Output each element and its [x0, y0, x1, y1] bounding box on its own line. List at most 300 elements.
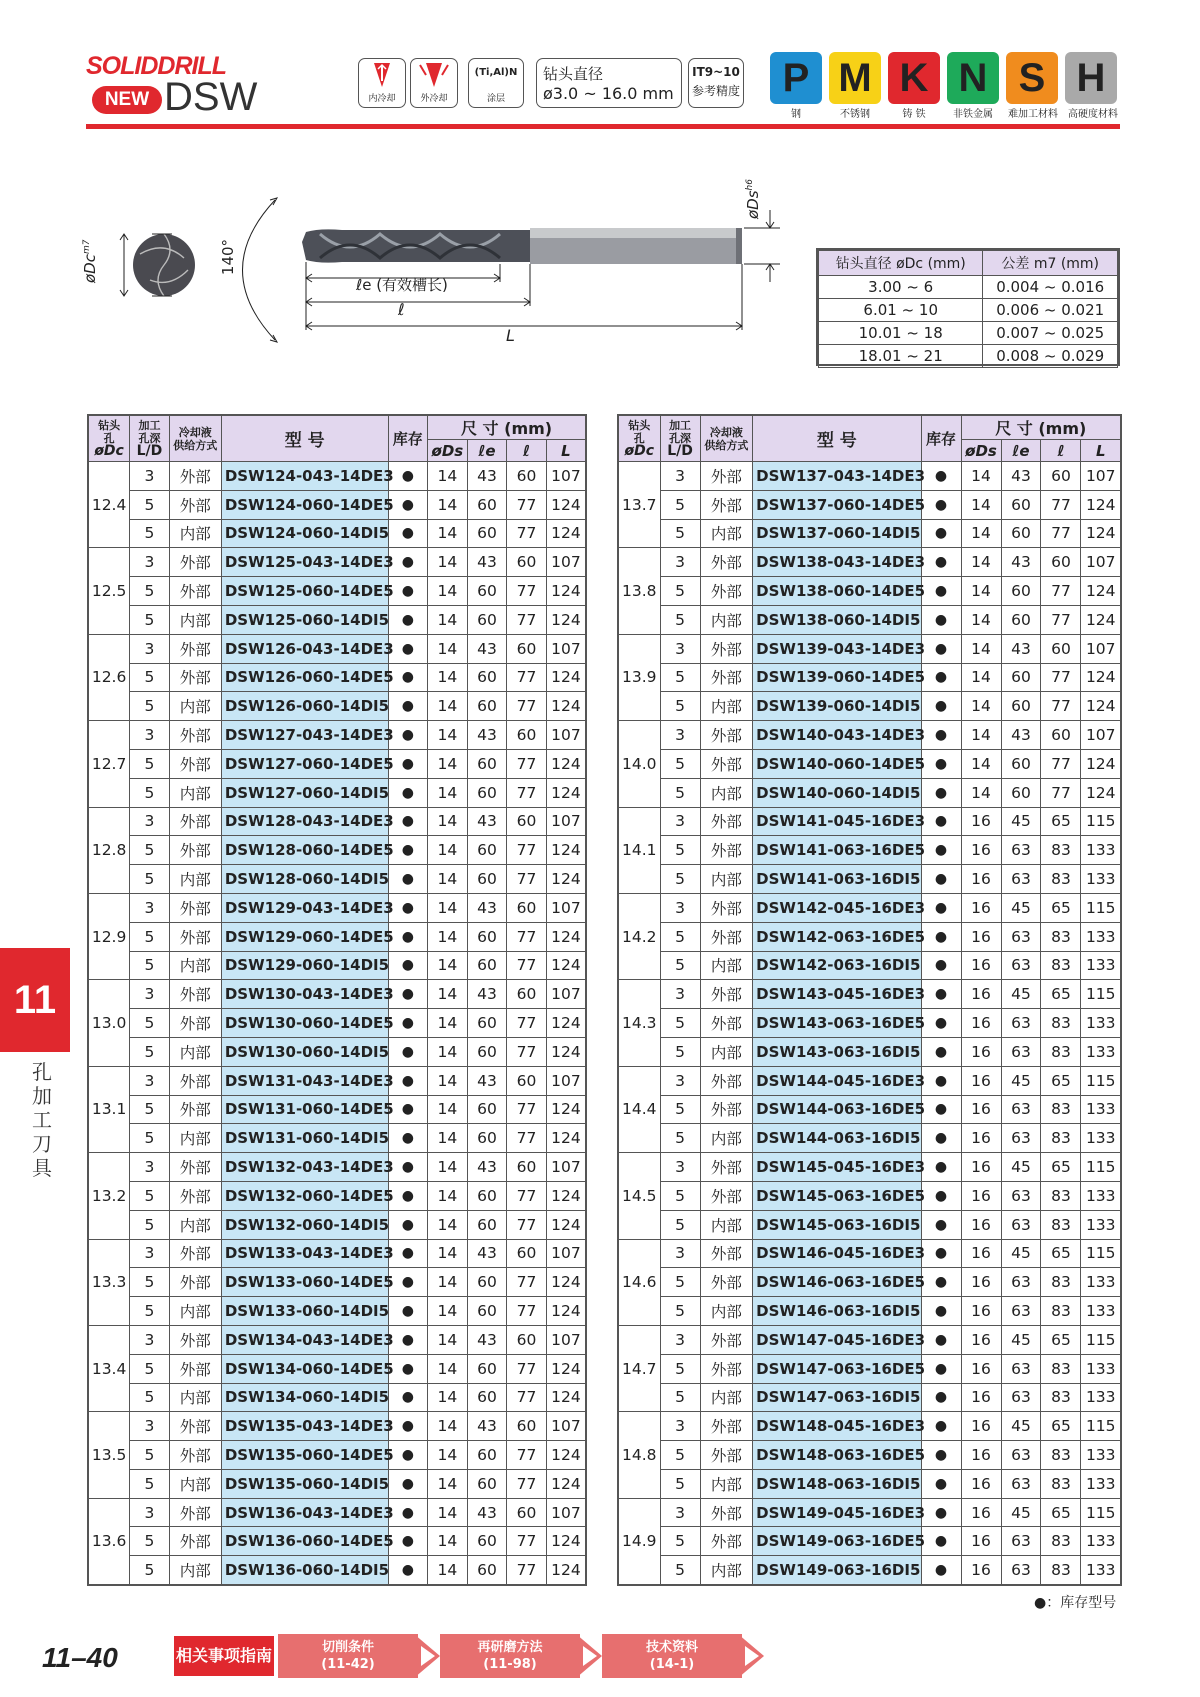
coolant-cell: 外部: [169, 663, 221, 692]
overall-length-cell: 124: [546, 951, 586, 980]
drill-diameter-cell: 13.5: [88, 1412, 130, 1498]
le-cell: 63: [1001, 1124, 1041, 1153]
overall-length-cell: 133: [1081, 1037, 1121, 1066]
ds-cell: 14: [428, 1383, 468, 1412]
ds-cell: 14: [961, 490, 1001, 519]
ds-cell: 14: [428, 807, 468, 836]
ld-cell: 3: [660, 1066, 700, 1095]
coating-label: 涂层: [486, 94, 505, 104]
model-cell: DSW124-060-14DI5: [221, 519, 388, 548]
le-cell: 60: [467, 1124, 507, 1153]
coolant-cell: 外部: [169, 1095, 221, 1124]
header-dc: [88, 415, 130, 462]
table-row: [618, 1469, 1121, 1498]
table-row: [618, 1124, 1121, 1153]
le-cell: 63: [1001, 1009, 1041, 1038]
table-row: [88, 605, 586, 634]
material-s-label: 难加工材料: [1008, 109, 1058, 120]
coolant-cell: 外部: [169, 548, 221, 577]
overall-length-cell: 124: [546, 605, 586, 634]
overall-length-cell: 124: [546, 1441, 586, 1470]
ld-cell: 5: [660, 1095, 700, 1124]
table-row: [618, 1441, 1121, 1470]
tolerance-header-m7: 公差 m7 (mm): [983, 251, 1118, 276]
l-cell: 65: [1041, 1066, 1081, 1095]
le-cell: 45: [1001, 807, 1041, 836]
coolant-cell: 外部: [700, 490, 753, 519]
ld-cell: 5: [130, 577, 170, 606]
ld-cell: 5: [130, 749, 170, 778]
le-cell: 63: [1001, 1469, 1041, 1498]
ds-tolerance-sup: h6: [744, 179, 755, 191]
model-cell: DSW135-043-14DE3: [221, 1412, 388, 1441]
le-cell: 60: [1001, 692, 1041, 721]
le-cell: 63: [1001, 951, 1041, 980]
stock-mark-cell: ●: [921, 692, 961, 721]
model-cell: DSW127-060-14DE5: [221, 749, 388, 778]
l-cell: 83: [1041, 1095, 1081, 1124]
coolant-cell: 外部: [169, 1268, 221, 1297]
ds-cell: 16: [961, 1441, 1001, 1470]
coating-icon: (Ti,Al)N: [474, 67, 518, 78]
ld-cell: 5: [130, 836, 170, 865]
ld-cell: 3: [130, 634, 170, 663]
flute-length-label: ℓ: [398, 300, 405, 319]
drill-diameter-cell: 12.6: [88, 634, 130, 720]
header-dc-line: 孔: [103, 432, 115, 445]
ds-cell: 14: [961, 605, 1001, 634]
ds-cell: 14: [428, 1412, 468, 1441]
ld-cell: 5: [130, 1297, 170, 1326]
ld-cell: 5: [660, 1469, 700, 1498]
header-dc: [618, 415, 660, 462]
drill-diameter-cell: 12.4: [88, 462, 130, 548]
le-cell: 60: [467, 692, 507, 721]
stock-mark-cell: ●: [921, 1124, 961, 1153]
brand-logo-soliddrill: SOLIDDRILL: [86, 52, 226, 80]
le-cell: 43: [467, 548, 507, 577]
le-cell: 60: [467, 1037, 507, 1066]
table-row: [88, 1153, 586, 1182]
coolant-cell: 内部: [169, 1210, 221, 1239]
coolant-cell: 内部: [169, 605, 221, 634]
coolant-cell: 外部: [700, 807, 753, 836]
le-cell: 45: [1001, 1325, 1041, 1354]
l-cell: 77: [1041, 605, 1081, 634]
table-row: [618, 1210, 1121, 1239]
coolant-cell: 外部: [700, 1412, 753, 1441]
coolant-cell: 外部: [700, 1527, 753, 1556]
table-row: [88, 1556, 586, 1585]
l-cell: 77: [1041, 519, 1081, 548]
model-cell: DSW149-063-16DE5: [753, 1527, 921, 1556]
model-cell: DSW140-060-14DE5: [753, 749, 921, 778]
ds-cell: 14: [428, 577, 468, 606]
le-cell: 60: [467, 490, 507, 519]
stock-mark-cell: ●: [388, 1297, 428, 1326]
le-cell: 45: [1001, 1239, 1041, 1268]
ds-cell: 16: [961, 1354, 1001, 1383]
stock-mark-cell: ●: [921, 980, 961, 1009]
table-row: [618, 577, 1121, 606]
internal-coolant-badge: [358, 58, 406, 108]
l-cell: 60: [507, 893, 547, 922]
table-row: [88, 1210, 586, 1239]
stock-mark-cell: ●: [921, 634, 961, 663]
stock-mark-cell: ●: [388, 980, 428, 1009]
table-row: [618, 922, 1121, 951]
table-row: [618, 1181, 1121, 1210]
le-cell: 45: [1001, 893, 1041, 922]
ds-cell: 14: [428, 951, 468, 980]
ld-cell: 3: [130, 980, 170, 1009]
ld-cell: 3: [660, 462, 700, 491]
ds-cell: 16: [961, 1066, 1001, 1095]
model-cell: DSW143-045-16DE3: [753, 980, 921, 1009]
regrinding-method-link[interactable]: [440, 1634, 602, 1678]
l-cell: 77: [507, 605, 547, 634]
drill-diameter-cell: 14.4: [618, 1066, 660, 1152]
ds-cell: 16: [961, 1095, 1001, 1124]
le-cell: 43: [467, 721, 507, 750]
le-cell: 43: [467, 980, 507, 1009]
header-ds: øDs: [428, 440, 468, 462]
coolant-cell: 外部: [169, 1441, 221, 1470]
overall-length-cell: 124: [546, 1095, 586, 1124]
stock-mark-cell: ●: [388, 893, 428, 922]
table-row: [618, 490, 1121, 519]
coolant-cell: 内部: [169, 1383, 221, 1412]
l-cell: 77: [507, 663, 547, 692]
drill-diameter-cell: 14.7: [618, 1325, 660, 1411]
cutting-conditions-link[interactable]: [278, 1634, 440, 1678]
stock-mark-cell: ●: [921, 778, 961, 807]
ds-cell: 16: [961, 1469, 1001, 1498]
overall-length-label: L: [506, 326, 515, 345]
ld-cell: 3: [130, 548, 170, 577]
table-row: [88, 1354, 586, 1383]
ds-cell: 14: [428, 749, 468, 778]
ds-label-text: øDs: [743, 190, 762, 219]
coolant-cell: 内部: [700, 951, 753, 980]
overall-length-cell: 124: [546, 836, 586, 865]
ds-cell: 16: [961, 1009, 1001, 1038]
stock-mark-cell: ●: [388, 865, 428, 894]
coolant-cell: 内部: [700, 1556, 753, 1585]
model-cell: DSW129-043-14DE3: [221, 893, 388, 922]
l-cell: 83: [1041, 922, 1081, 951]
ds-cell: 14: [428, 1325, 468, 1354]
overall-length-cell: 107: [1081, 462, 1121, 491]
tolerance-value: 0.007 ~ 0.025: [983, 322, 1118, 345]
drill-diameter-cell: 12.7: [88, 721, 130, 807]
header-ld: [660, 415, 700, 462]
table-row: [618, 807, 1121, 836]
stock-mark-cell: ●: [921, 807, 961, 836]
model-cell: DSW138-060-14DI5: [753, 605, 921, 634]
model-cell: DSW139-060-14DI5: [753, 692, 921, 721]
table-row: [618, 778, 1121, 807]
drill-diameter-cell: 13.4: [88, 1325, 130, 1411]
l-cell: 83: [1041, 1297, 1081, 1326]
le-cell: 60: [467, 1469, 507, 1498]
ld-cell: 5: [130, 922, 170, 951]
l-cell: 77: [507, 865, 547, 894]
model-cell: DSW126-043-14DE3: [221, 634, 388, 663]
header-L: L: [1081, 440, 1121, 462]
stock-legend: ●：库存型号: [1034, 1595, 1117, 1611]
ld-cell: 5: [130, 490, 170, 519]
le-cell: 43: [1001, 462, 1041, 491]
model-cell: DSW144-063-16DI5: [753, 1124, 921, 1153]
table-row: [618, 951, 1121, 980]
table-row: [618, 1325, 1121, 1354]
ld-cell: 3: [130, 1498, 170, 1527]
table-row: [618, 1037, 1121, 1066]
coolant-cell: 内部: [700, 519, 753, 548]
model-cell: DSW141-063-16DI5: [753, 865, 921, 894]
table-row: [618, 1153, 1121, 1182]
model-cell: DSW136-060-14DE5: [221, 1527, 388, 1556]
material-n-tile: N: [947, 52, 999, 104]
link-title: 再研磨方法: [477, 1640, 543, 1655]
ds-cell: 14: [428, 1441, 468, 1470]
ld-cell: 5: [130, 1009, 170, 1038]
ld-cell: 5: [130, 1354, 170, 1383]
overall-length-cell: 124: [1081, 778, 1121, 807]
drill-diameter-cell: 14.5: [618, 1153, 660, 1239]
ds-cell: 16: [961, 893, 1001, 922]
overall-length-cell: 107: [546, 893, 586, 922]
le-cell: 60: [467, 1009, 507, 1038]
ds-cell: 14: [428, 692, 468, 721]
ld-cell: 5: [660, 1354, 700, 1383]
table-row: [88, 1297, 586, 1326]
ld-cell: 5: [130, 519, 170, 548]
ds-cell: 14: [428, 1469, 468, 1498]
dc-dimension-label: [81, 239, 121, 283]
table-row: [618, 605, 1121, 634]
stock-mark-cell: ●: [921, 922, 961, 951]
table-row: [88, 1066, 586, 1095]
material-p-tile: P: [770, 52, 822, 104]
coolant-cell: 外部: [169, 721, 221, 750]
coolant-cell: 外部: [700, 1181, 753, 1210]
l-cell: 77: [1041, 749, 1081, 778]
ld-cell: 5: [130, 663, 170, 692]
model-cell: DSW134-060-14DE5: [221, 1354, 388, 1383]
le-cell: 60: [467, 1181, 507, 1210]
header-stock: 库存: [388, 415, 428, 462]
model-cell: DSW143-063-16DI5: [753, 1037, 921, 1066]
ds-cell: 16: [961, 1181, 1001, 1210]
overall-length-cell: 124: [1081, 605, 1121, 634]
table-row: [88, 893, 586, 922]
material-h-label: 高硬度材料: [1068, 109, 1118, 120]
le-cell: 43: [467, 1325, 507, 1354]
overall-length-cell: 133: [1081, 865, 1121, 894]
drill-diameter-cell: 13.6: [88, 1498, 130, 1585]
coolant-cell: 内部: [169, 1297, 221, 1326]
overall-length-cell: 124: [546, 865, 586, 894]
stock-mark-cell: ●: [921, 1498, 961, 1527]
ld-cell: 5: [660, 951, 700, 980]
stock-mark-cell: ●: [388, 605, 428, 634]
l-cell: 65: [1041, 807, 1081, 836]
header-coolant: [700, 415, 753, 462]
l-cell: 83: [1041, 1210, 1081, 1239]
l-cell: 83: [1041, 1556, 1081, 1585]
stock-mark-cell: ●: [921, 1037, 961, 1066]
dc-label-text: øDc: [81, 254, 99, 283]
tolerance-range: 6.01 ~ 10: [819, 299, 983, 322]
table-row: [618, 1354, 1121, 1383]
ds-cell: 16: [961, 1153, 1001, 1182]
model-cell: DSW139-043-14DE3: [753, 634, 921, 663]
ld-cell: 5: [130, 1037, 170, 1066]
overall-length-cell: 124: [546, 519, 586, 548]
header-ld-line: L/D: [667, 443, 693, 459]
overall-length-cell: 133: [1081, 1383, 1121, 1412]
ld-cell: 3: [130, 807, 170, 836]
overall-length-cell: 107: [546, 1239, 586, 1268]
material-s-tile: S: [1006, 52, 1058, 104]
table-row: [88, 1383, 586, 1412]
table-row: [618, 1268, 1121, 1297]
coolant-cell: 外部: [169, 1412, 221, 1441]
l-cell: 77: [507, 692, 547, 721]
ld-cell: 3: [660, 1498, 700, 1527]
coolant-cell: 内部: [169, 778, 221, 807]
le-cell: 60: [467, 778, 507, 807]
ds-cell: 16: [961, 1383, 1001, 1412]
model-cell: DSW129-060-14DI5: [221, 951, 388, 980]
drill-diameter-cell: 13.7: [618, 462, 660, 548]
coolant-cell: 外部: [700, 1325, 753, 1354]
coolant-cell: 外部: [700, 836, 753, 865]
model-cell: DSW140-060-14DI5: [753, 778, 921, 807]
overall-length-cell: 107: [546, 807, 586, 836]
ds-cell: 14: [428, 1556, 468, 1585]
drill-diameter-cell: 14.8: [618, 1412, 660, 1498]
ds-cell: 14: [428, 605, 468, 634]
l-cell: 60: [507, 807, 547, 836]
le-cell: 43: [467, 1239, 507, 1268]
new-badge: NEW: [92, 86, 162, 114]
model-cell: DSW129-060-14DE5: [221, 922, 388, 951]
link-title: 技术资料: [645, 1640, 698, 1655]
ds-cell: 16: [961, 1210, 1001, 1239]
ds-cell: 16: [961, 1412, 1001, 1441]
le-cell: 63: [1001, 1383, 1041, 1412]
le-cell: 43: [1001, 634, 1041, 663]
l-cell: 60: [1041, 634, 1081, 663]
table-row: [88, 1498, 586, 1527]
model-table-right: [617, 414, 1122, 1586]
ld-cell: 5: [660, 519, 700, 548]
ds-cell: 16: [961, 807, 1001, 836]
stock-mark-cell: ●: [921, 1354, 961, 1383]
le-cell: 63: [1001, 1556, 1041, 1585]
coolant-cell: 外部: [700, 749, 753, 778]
ds-cell: 14: [961, 634, 1001, 663]
le-cell: 60: [1001, 749, 1041, 778]
ld-cell: 5: [130, 1441, 170, 1470]
model-cell: DSW128-043-14DE3: [221, 807, 388, 836]
model-cell: DSW149-045-16DE3: [753, 1498, 921, 1527]
diameter-range-value: ø3.0 ~ 16.0 mm: [543, 84, 674, 103]
ld-cell: 3: [660, 1239, 700, 1268]
overall-length-cell: 124: [546, 1009, 586, 1038]
model-cell: DSW131-060-14DE5: [221, 1095, 388, 1124]
ds-cell: 14: [428, 865, 468, 894]
header-le: ℓe: [1001, 440, 1041, 462]
coolant-cell: 外部: [700, 721, 753, 750]
ds-cell: 14: [428, 778, 468, 807]
overall-length-cell: 124: [1081, 692, 1121, 721]
l-cell: 77: [507, 922, 547, 951]
model-cell: DSW142-063-16DI5: [753, 951, 921, 980]
ds-cell: 14: [428, 519, 468, 548]
model-cell: DSW145-063-16DE5: [753, 1181, 921, 1210]
header-dc-line: øDc: [624, 443, 655, 459]
header-coolant-line: 供给方式: [173, 438, 218, 452]
chapter-tab[interactable]: 11: [0, 948, 70, 1052]
stock-mark-cell: ●: [921, 548, 961, 577]
drill-diameter-cell: 14.6: [618, 1239, 660, 1325]
l-cell: 77: [507, 1441, 547, 1470]
le-cell: 43: [467, 807, 507, 836]
l-cell: 65: [1041, 1153, 1081, 1182]
le-cell: 60: [467, 1268, 507, 1297]
l-cell: 77: [1041, 663, 1081, 692]
chapter-title: 孔加工刀具: [32, 1060, 52, 1180]
overall-length-cell: 124: [1081, 749, 1121, 778]
le-cell: 45: [1001, 1066, 1041, 1095]
tolerance-value: 0.006 ~ 0.021: [983, 299, 1118, 322]
header-ld-line: 加工: [138, 419, 161, 432]
tolerance-range: 18.01 ~ 21: [819, 345, 983, 368]
stock-mark-cell: ●: [921, 1412, 961, 1441]
model-cell: DSW130-043-14DE3: [221, 980, 388, 1009]
technical-data-link[interactable]: [602, 1634, 764, 1678]
ld-cell: 5: [130, 951, 170, 980]
coating-badge: [468, 58, 524, 108]
le-cell: 60: [467, 836, 507, 865]
stock-mark-cell: ●: [388, 490, 428, 519]
ds-dimension-label: [744, 179, 762, 219]
le-cell: 60: [467, 1297, 507, 1326]
overall-length-cell: 107: [1081, 721, 1121, 750]
stock-mark-cell: ●: [388, 1412, 428, 1441]
table-row: [88, 721, 586, 750]
overall-length-cell: 133: [1081, 1469, 1121, 1498]
l-cell: 60: [507, 1498, 547, 1527]
material-m-label: 不锈钢: [840, 109, 870, 120]
ld-cell: 5: [660, 1009, 700, 1038]
tolerance-header-diameter: 钻头直径 øDc (mm): [819, 251, 983, 276]
le-cell: 43: [467, 1153, 507, 1182]
ds-cell: 14: [428, 1297, 468, 1326]
ds-cell: 16: [961, 865, 1001, 894]
ld-cell: 3: [130, 1412, 170, 1441]
header-L: L: [546, 440, 586, 462]
le-cell: 63: [1001, 836, 1041, 865]
header-dimensions: 尺 寸 (mm): [961, 415, 1121, 440]
stock-mark-cell: ●: [388, 1095, 428, 1124]
ds-cell: 14: [961, 778, 1001, 807]
model-cell: DSW147-063-16DE5: [753, 1354, 921, 1383]
